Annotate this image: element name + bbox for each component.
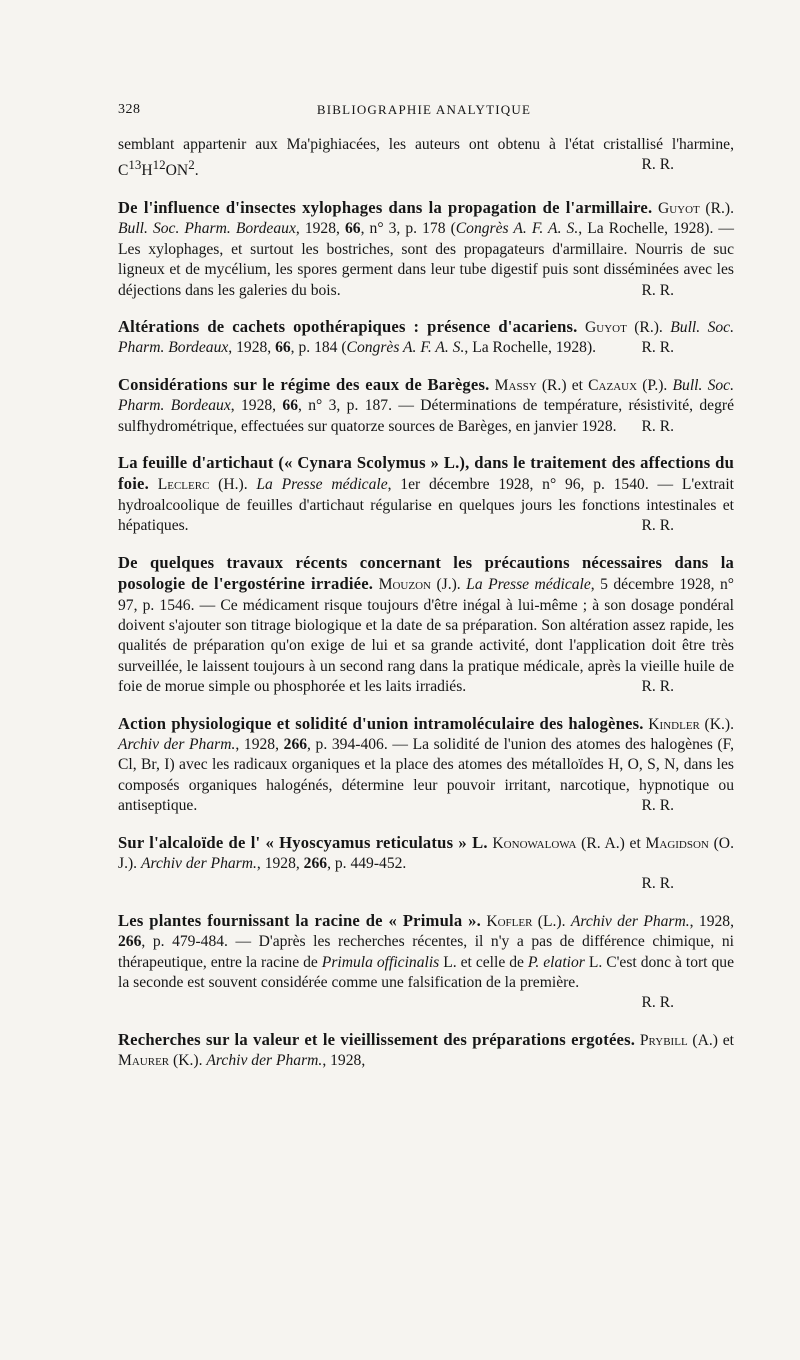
entry-journal: La Presse médicale (466, 576, 591, 594)
entry-author-initials: (O. J.). (118, 834, 734, 872)
entry-abstract: , n° 3, p. 187. — Déterminations de température, résistivité, degré sulfhydrométrique, effectuées sur quatorze sources de Barèges, en janvier 1928. (118, 397, 734, 435)
formula-subscript: 13 (128, 157, 142, 173)
entry-abstract: , 1er décembre 1928, n° 96, p. 1540. — L'extrait hydroalcoolique de feuilles d'artichaut régularise en quelques jours les fonctions intestinales et hépatiques. (118, 476, 734, 535)
bibliography-entry (118, 198, 734, 301)
entry-journal: Bull. Soc. Pharm. Bordeaux (118, 376, 734, 415)
entry-author: Konowalowa (492, 834, 577, 852)
entry-species: P. elatior (527, 953, 585, 971)
entry-title: La feuille d'artichaut (« Cynara Scolymus » L.), dans le traitement des affections du foie. (118, 453, 734, 494)
entry-author: Magidson (645, 834, 709, 852)
entry-abstract: , La Rochelle, 1928). — Les xylophages, et surtout les bostriches, sont des propagateurs d'armillaire. Nourris de suc ligneux et de mycélium, les spores germent dans leur tube digestif puis sont disséminées avec les déjections dans les galeries du bois. (118, 220, 734, 299)
entry-reference: , 1928, (235, 735, 284, 753)
entry-species: Primula officinalis (321, 953, 440, 971)
entry-journal: La Presse médicale (256, 476, 388, 494)
formula-element: H (141, 162, 153, 180)
bibliography-entry (118, 1030, 734, 1072)
reviewer-signature: R. R. (641, 156, 674, 174)
entry-title: Altérations de cachets opothérapiques : présence d'acariens. (118, 317, 578, 337)
entry-title: Considérations sur le régime des eaux de Barèges. (118, 374, 490, 394)
reviewer-signature: R. R. (641, 417, 674, 435)
entry-reference: , p. 449-452. (327, 854, 407, 872)
entry-author-initials: (L.). (532, 912, 571, 930)
entry-author: Mouzon (378, 576, 431, 594)
entry-journal: Bull. Soc. Pharm. Bordeaux (118, 220, 296, 238)
entry-author: Prybill (639, 1031, 688, 1049)
bibliography-entry (118, 553, 734, 698)
entry-title: De quelques travaux récents concernant les précautions nécessaires dans la posologie de l'ergostérine irradiée. (118, 552, 734, 594)
entry-author-initials: (R.). (699, 200, 734, 217)
bibliography-entry (118, 317, 734, 359)
entry-journal: Bull. Soc. Pharm. Bordeaux (118, 319, 734, 357)
entry-volume: 66 (282, 397, 298, 415)
entry-author-initials: (J.). (431, 576, 467, 594)
reviewer-signature: R. R. (641, 875, 674, 893)
entry-text: . (194, 162, 199, 180)
formula-subscript: 12 (152, 157, 166, 173)
page-number: 328 (118, 102, 141, 117)
entry-author-initials: (K.). (699, 715, 735, 733)
entry-journal: Archiv der Pharm. (118, 735, 236, 753)
formula-subscript: 2 (188, 157, 195, 173)
entry-author: Cazaux (588, 376, 638, 394)
entry-reference: , 1928, (689, 912, 735, 930)
entry-volume: 66 (275, 339, 291, 357)
entry-author-initials: (R.) et (536, 376, 589, 394)
entry-journal: Archiv der Pharm. (206, 1052, 323, 1070)
reviewer-signature: R. R. (641, 339, 674, 357)
entry-journal: Archiv der Pharm. (570, 912, 690, 930)
entry-abstract: , p. 394-406. — La solidité de l'union des atomes des halogènes (F, Cl, Br, I) avec les radicaux organiques et la place des atomes des métalloïdes H, O, S, N, dans les composés organiques halogénés, détermine leur pouvoir irritant, narcotique, hypnotique ou antiseptique. (118, 735, 734, 815)
entry-author: Maurer (118, 1052, 170, 1070)
bibliography-entry (118, 833, 734, 895)
entry-reference: , 1928, (322, 1052, 366, 1070)
entry-author: Kofler (486, 912, 533, 930)
reviewer-signature: R. R. (641, 678, 674, 696)
entry-reference: , La Rochelle, 1928). (464, 339, 597, 357)
entry-reference: , n° 3, p. 178 ( (360, 220, 456, 238)
entry-journal: Archiv der Pharm. (140, 854, 257, 872)
entry-reference: , 1928, (228, 339, 276, 357)
entry-author: Kindler (648, 715, 700, 733)
entry-title: Recherches sur la valeur et le vieillissement des préparations ergotées. (118, 1029, 636, 1049)
entry-reference: , p. 184 ( (290, 339, 347, 357)
entry-abstract: , 5 décembre 1928, n° 97, p. 1546. — Ce médicament risque toujours d'être inégal à lui-même ; à son dosage pondéral doivent s'ajouter son titrage biologique et la date de sa préparation. Son altération assez rapide, les qualités de préparation qu'on exige de lui et sa grande activité, dont l'application doit être très surveillée, le laissent toujours à un second rang dans la pratique médicale, après la vieille huile de foie de morue simple ou phosphorée et les laits irradiés. (118, 576, 734, 696)
entry-title: Les plantes fournissant la racine de « Primula ». (118, 910, 481, 930)
entry-volume: 266 (118, 933, 142, 951)
entry-author-initials: (R. A.) et (576, 834, 646, 852)
entry-reference: , 1928, (230, 397, 283, 415)
entry-congress: Congrès A. F. A. S. (455, 220, 579, 238)
entry-author-initials: (P.). (637, 376, 673, 394)
bibliography-entry (118, 714, 734, 817)
bibliography-body (118, 135, 734, 1072)
formula-element: ON (165, 162, 189, 180)
entry-abstract: L. C'est donc à tort que la seconde est souvent considérée comme une falsification de la première. (118, 953, 734, 991)
entry-abstract: , p. 479-484. — D'après les recherches récentes, il n'y a pas de différence chimique, ni thérapeutique, entre la racine de (118, 933, 734, 971)
entry-author: Massy (494, 376, 537, 394)
entry-author: Guyot (584, 319, 627, 337)
entry-continuation (118, 135, 734, 182)
page-header (118, 102, 730, 126)
bibliography-entry (118, 375, 734, 437)
entry-author: Guyot (657, 200, 700, 217)
reviewer-signature: R. R. (641, 994, 674, 1012)
reviewer-signature: R. R. (641, 281, 674, 299)
entry-reference: , 1928, (295, 220, 345, 238)
entry-volume: 66 (344, 220, 361, 238)
entry-author-initials: (K.). (169, 1052, 207, 1070)
entry-title: Action physiologique et solidité d'union intramoléculaire des halogènes. (118, 713, 644, 733)
reviewer-signature: R. R. (641, 797, 674, 815)
bibliography-entry (118, 911, 734, 1014)
entry-volume: 266 (303, 854, 328, 872)
entry-text: semblant appartenir aux Ma'pighiacées, les auteurs ont obtenu à l'état cristallisé l'harmine, C (118, 136, 734, 180)
entry-reference: , 1928, (256, 854, 304, 872)
entry-congress: Congrès A. F. A. S. (346, 339, 465, 357)
entry-author-initials: (H.). (209, 476, 257, 494)
entry-author-initials: (A.) et (687, 1031, 734, 1049)
entry-author: Leclerc (157, 476, 210, 494)
entry-title: De l'influence d'insectes xylophages dans la propagation de l'armillaire. (118, 198, 653, 217)
bibliography-entry (118, 453, 734, 537)
entry-abstract: L. et celle de (439, 953, 528, 971)
entry-author-initials: (R.). (626, 319, 671, 337)
entry-title: Sur l'alcaloïde de l' « Hyoscyamus reticulatus » L. (118, 832, 488, 852)
reviewer-signature: R. R. (641, 517, 674, 535)
running-head: BIBLIOGRAPHIE ANALYTIQUE (316, 102, 532, 117)
entry-volume: 266 (283, 735, 308, 753)
